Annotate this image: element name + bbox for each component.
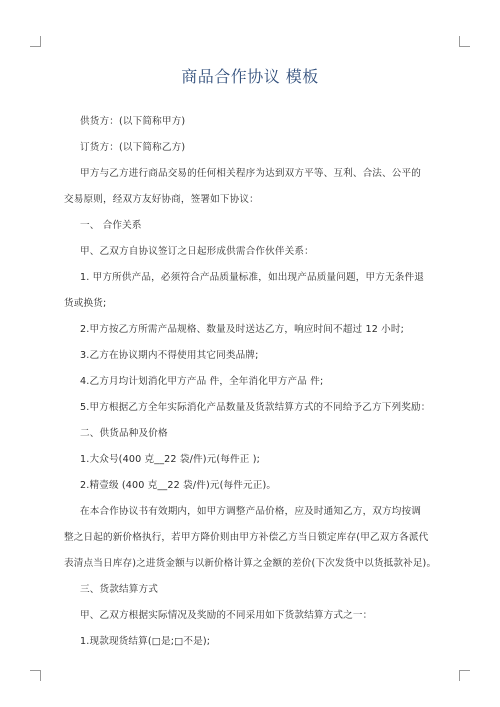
- intro-line-2: 交易原则，经双方友好协商，签署如下协议：: [64, 194, 259, 205]
- crop-mark-top-right: [459, 36, 470, 47]
- section-3-heading: 三、货款结算方式: [80, 584, 158, 595]
- clause-1-line-1: 1. 甲方所供产品，必须符合产品质量标准，如出现产品质量问题，甲方无条件退: [80, 272, 424, 283]
- page-title: 商品合作协议 模板: [181, 67, 319, 86]
- section-2-heading: 二、供货品种及价格: [80, 428, 168, 439]
- supplier-line: 供货方：(以下简称甲方): [80, 116, 186, 127]
- intro-line-1: 甲方与乙方进行商品交易的任何相关程序为达到双方平等、互利、合法、公平的: [80, 168, 422, 179]
- crop-mark-bottom-right: [459, 670, 470, 681]
- buyer-line: 订货方：(以下简称乙方): [80, 142, 186, 153]
- crop-mark-top-left: [30, 36, 41, 47]
- section-1-heading: 一、 合作关系: [80, 220, 142, 231]
- price-paragraph-line-1: 在本合作协议书有效期内，如甲方调整产品价格，应及时通知乙方，双方均按调: [80, 506, 422, 517]
- clause-2: 2.甲方按乙方所需产品规格、数量及时送达乙方，响应时间不超过 12 小时;: [80, 324, 405, 335]
- section-1-intro: 甲、乙双方自协议签订之日起形成供需合作伙伴关系：: [80, 246, 314, 257]
- clause-5: 5.甲方根据乙方全年实际消化产品数量及货款结算方式的不同给予乙方下列奖励：: [80, 402, 431, 413]
- payment-option-1: 1.现款现货结算(□是;□不是);: [80, 636, 211, 647]
- clause-3: 3.乙方在协议期内不得使用其它同类品牌;: [80, 350, 259, 361]
- product-1: 1.大众号(400 克__22 袋/件)元(每件正 );: [80, 454, 260, 465]
- product-2: 2.精壹级 (400 克__22 袋/件)元(每件元正)。: [80, 480, 277, 491]
- section-3-intro: 甲、乙双方根据实际情况及奖励的不同采用如下货款结算方式之一：: [80, 610, 373, 621]
- clause-4: 4.乙方月均计划消化甲方产品 件，全年消化甲方产品 件;: [80, 376, 324, 387]
- crop-mark-bottom-left: [30, 670, 41, 681]
- clause-1-line-2: 货或换货;: [64, 298, 107, 309]
- price-paragraph-line-3: 表清点当日库存)之进货金额与以新价格计算之金额的差价(下次发货中以货抵款补足)。: [64, 558, 437, 569]
- price-paragraph-line-2: 整之日起的新价格执行，若甲方降价则由甲方补偿乙方当日锁定库存(甲乙双方各派代: [64, 532, 429, 543]
